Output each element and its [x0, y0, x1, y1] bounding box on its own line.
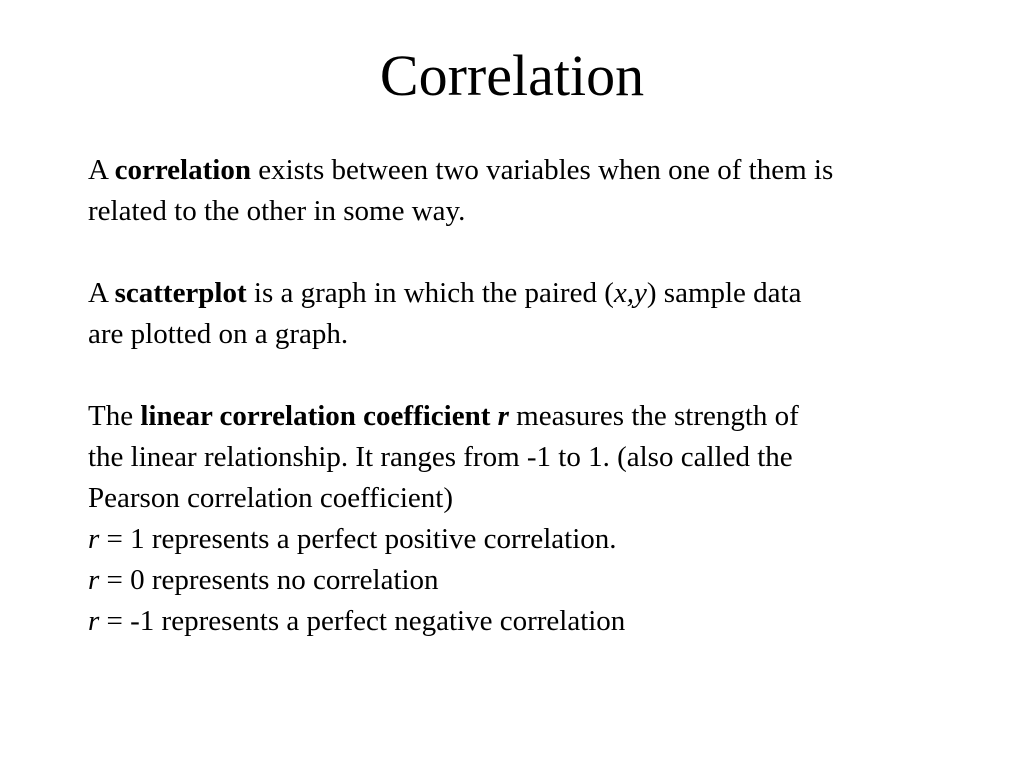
- slide-body: [88, 150, 988, 642]
- text-line: [88, 150, 988, 191]
- text-line: Pearson correlation coefficient): [88, 482, 454, 514]
- paragraph-linear-correlation-coefficient: [88, 396, 988, 519]
- spacer: [88, 355, 988, 396]
- spacer: [88, 232, 988, 273]
- text-run: is a graph in which the paired (: [246, 277, 614, 309]
- term-linear-correlation-coefficient: linear correlation coefficient: [140, 400, 491, 432]
- r-value-text: = 1 represents a perfect positive correlation.: [99, 523, 617, 555]
- term-scatterplot: scatterplot: [114, 277, 247, 309]
- text-run: The: [88, 400, 141, 432]
- paragraph-scatterplot-definition: [88, 273, 988, 355]
- r-value-line: [88, 601, 988, 642]
- xy-italic: x,y: [613, 277, 647, 309]
- slide-title: Correlation: [379, 43, 645, 108]
- text-line: [88, 273, 988, 314]
- text-run: measures the strength of: [508, 400, 799, 432]
- text-run: A: [88, 277, 115, 309]
- text-run: ) sample data: [646, 277, 802, 309]
- r-value-line: [88, 519, 988, 560]
- text-run: [490, 400, 497, 432]
- r-symbol: r: [88, 564, 100, 596]
- text-run: exists between two variables when one of them is: [250, 154, 834, 186]
- text-line: are plotted on a graph.: [88, 318, 349, 350]
- r-value-text: = -1 represents a perfect negative correlation: [99, 605, 626, 637]
- text-line: [88, 396, 988, 437]
- r-values-list: [88, 519, 988, 642]
- term-r-symbol: r: [497, 400, 509, 432]
- r-symbol: r: [88, 605, 100, 637]
- r-value-text: = 0 represents no correlation: [99, 564, 439, 596]
- text-line: the linear relationship. It ranges from -1 to 1. (also called the: [88, 441, 793, 473]
- r-value-line: [88, 560, 988, 601]
- term-correlation: correlation: [114, 154, 251, 186]
- paragraph-correlation-definition: [88, 150, 988, 232]
- r-symbol: r: [88, 523, 100, 555]
- text-run: A: [88, 154, 115, 186]
- text-line: related to the other in some way.: [88, 195, 466, 227]
